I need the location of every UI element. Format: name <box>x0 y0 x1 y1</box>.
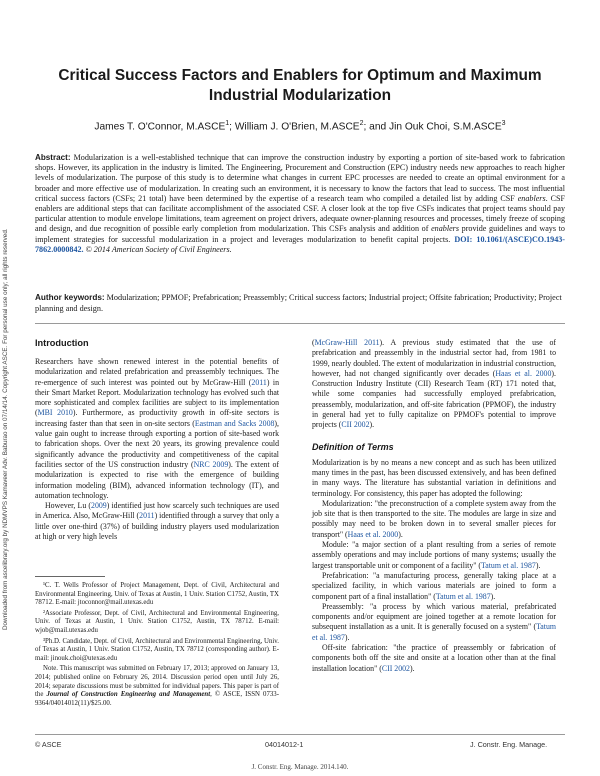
author-2-affiliation: 2 <box>359 120 364 127</box>
abstract <box>35 153 565 255</box>
def-offsite-fabrication <box>312 643 556 674</box>
right-paragraph-1: (McGraw-Hill 2011). A previous study estimated that the use of prefabrication and preassembly in the industrial sector had, from 1981 to 1999, nearly doubled. The extent of modularization in industrial construction, however, had not changed significantly over decades (Haas et al. 2000). Construction Industry Institute (CII) Research Team (RT) 171 noted that, while some companies had successfully employed prefabrication, preassembly, modularization, and off-site fabrication (PPMOF), the industry in general had yet to fully capitalize on PPMOF's potential to improve projects (CII 2002). <box>312 338 556 430</box>
abstract-text-2: . CSF enablers are additional steps that can facilitate accomplishment of the associated CSF. A closer look at the top five CSFs indicates that project teams should pay particular attention to module envelope limitations, team agreement on project drivers, adequate owner-planning resources and processes, timely freeze of scoping and design, and due recognition of possible early completion from modularization. This CSFs analysis and addition of <box>35 193 565 234</box>
author-3-affiliation: 3 <box>501 120 506 127</box>
ref-haas-2000[interactable]: Haas et al. 2000 <box>495 368 552 378</box>
footer-citation: J. Constr. Eng. Manage. 2014.140. <box>251 763 349 771</box>
ref-eastman-sacks-2008[interactable]: Eastman and Sacks 2008 <box>194 418 275 428</box>
ref-nrc-2009[interactable]: NRC 2009 <box>193 459 229 469</box>
footer-copyright: © ASCE <box>35 740 62 749</box>
ref-cii-2002[interactable]: CII 2002 <box>341 420 370 430</box>
right-p1-text-c: ). <box>369 420 375 430</box>
author-1: James T. O'Connor, M.ASCE <box>94 121 226 133</box>
footer-page-id: 04014012-1 <box>265 740 304 749</box>
abstract-text-3: provide guidelines and ways to implement strategies for successful modularization in a project and leverages modularization to benefit capital projects. <box>35 224 565 244</box>
abstract-enablers-term: enablers <box>517 193 546 203</box>
intro-paragraph-2 <box>35 501 279 542</box>
def-module <box>312 540 556 571</box>
download-side-note <box>2 160 16 630</box>
footnote-divider <box>35 576 105 577</box>
author-1-affiliation: 1 <box>225 120 230 127</box>
author-2: ; William J. O'Brien, M.ASCE <box>229 121 360 133</box>
def-preas-text: Preassembly: "a process by which various material, prefabricated components and/or equipment are joined together at a remote location for subsequent installation as a unit. It is generally focused on a system" ( <box>312 601 556 632</box>
footnote-1: ¹C. T. Wells Professor of Project Management, Dept. of Civil, Architectural and Environmental Engineering, Univ. of Texas at Austin, 1 Univ. Station C1752, Austin, TX 78712. E-mail: jtoconnor@mail.utexas.edu <box>35 582 279 607</box>
abstract-copyright: © 2014 American Society of Civil Engineers. <box>83 244 232 254</box>
footnotes <box>35 576 279 710</box>
side-note-text: Downloaded from ascelibrary.org by NDMVPS Kamaveer Adv. Baburao on 07/14/14. Copyright ASCE. For personal use only; all rights reserved. <box>2 228 9 630</box>
intro-p1-text-c: ). Furthermore, as productivity growth in off-site sectors is increasing faster than that seen in on-site sectors ( <box>35 408 279 428</box>
journal-name: Journal of Construction Engineering and Management <box>46 691 211 699</box>
def-preas-end: ). <box>344 632 350 642</box>
intro-p1-text-e: ). The extent of modularization is expected to rise with the emergence of building information modeling (BIM), advanced information technology (IT), and automation technology. <box>35 459 279 500</box>
right-p1-text-a: ). A previous study estimated that the use of prefabrication and preassembly in the industrial sector had, from 1981 to 1999, nearly doubled. The extent of modularization in industrial construction, however, had not changed significantly over decades ( <box>312 338 556 378</box>
ref-lu-2009[interactable]: 2009 <box>91 501 107 511</box>
def-module-end: ). <box>535 560 541 570</box>
def-module-text: Module: "a major section of a plant resulting from a series of remote assembly operations and may include portions of many systems; usually the largest transportable unit or component of a facility" ( <box>312 540 556 570</box>
def-offsite-text: Off-site fabrication: "the practice of preassembly or fabrication of components both off the site and onsite at a location other than at the final installation location" ( <box>312 643 556 673</box>
note-text-a: Note. This manuscript was submitted on February 17, 2013; approved on January 13, 2014; published online on February 26, 2014. Discussion period open until July 26, 2014; separate discussions must be submitted for individual papers. This paper is part of the <box>35 665 279 699</box>
abstract-enablers-term-2: enablers <box>431 224 459 234</box>
ref-mcgraw-hill-2011[interactable]: 2011 <box>251 377 267 387</box>
doi-link[interactable]: DOI: 10.1061/(ASCE)CO.1943-7862.0000842. <box>35 234 566 254</box>
abstract-label: Abstract: <box>35 153 71 162</box>
intro-p2-text-c: ) identified through a survey that only a little over one-third (37%) of building industry players used modularization at high or very high levels <box>35 511 279 542</box>
def-mod-end: ). <box>398 529 403 539</box>
submission-note <box>35 665 279 708</box>
ref-tatum-1987-b[interactable]: Tatum et al. 1987 <box>435 591 491 601</box>
right-column <box>312 338 556 674</box>
ref-haas-2000-b[interactable]: Haas et al. 2000 <box>347 529 399 539</box>
definition-intro: Modularization is by no means a new concept and as such has been utilized many times in the past, has been discussed extensively, and has been defined in many ways. The literature has substantial variation in definitions and terminology. For consistency, this paper has adopted the following: <box>312 457 556 498</box>
ref-mcgraw-hill-2011-b[interactable]: 2011 <box>139 511 155 521</box>
abstract-text: Modularization is a well-established technique that can improve the construction industry by exporting a portion of site-based work to fabrication shops. However, its application in the industry is limited. The Engineering, Procurement and Construction (EPC) industry needs new approaches to reach higher levels of modularization. The purpose of this study is to determine what changes in current EPC processes are needed to create an optimal environment for a broader and more effective use of modularization. In creating such an environment, it is necessary to know the factors that lead to success. The most influential critical success factors (CSFs; 21 total) have been determined by the expertise of a research team who compiled a detailed list by adding CSF <box>35 153 565 203</box>
def-mod-text: Modularization: "the preconstruction of a complete system away from the job site that is then transported to the site. The modules are large in size and possibly may need to be broken down in to several smaller pieces for transport" ( <box>312 498 556 539</box>
def-prefab-text: Prefabrication: "a manufacturing process, generally taking place at a specialized facility, in which various materials are joined to form a component part of a final installation" ( <box>312 570 556 601</box>
introduction-heading: Introduction <box>35 338 89 348</box>
author-list <box>40 120 560 132</box>
def-modularization <box>312 499 556 540</box>
def-offsite-end: ). <box>409 663 415 673</box>
intro-p2-text-a: However, Lu ( <box>45 501 92 511</box>
intro-p2-text-b: ) identified just how scarcely such techniques are used in America. Also, McGraw-Hill ( <box>35 501 279 521</box>
keywords-label: Author keywords: <box>35 293 105 302</box>
author-3: ; and Jin Ouk Choi, S.M.ASCE <box>363 121 502 133</box>
left-column <box>35 338 279 542</box>
intro-paragraph-1 <box>35 357 279 501</box>
header-divider <box>35 323 565 324</box>
ref-mbi-2010[interactable]: MBI 2010 <box>37 408 73 418</box>
footnote-2: ²Associate Professor, Dept. of Civil, Architectural and Environmental Engineering, Univ. of Texas at Austin, 1 Univ. Station C1752, Austin, TX 78712. E-mail: wjob@mail.utexas.edu <box>35 609 279 634</box>
intro-p1-text-b: ) in their Smart Market Report. Modularization technology has evolved such that more sophisticated and complex facilities are subject to its implementation ( <box>35 377 279 418</box>
def-prefabrication <box>312 571 556 602</box>
footnote-3: ³Ph.D. Candidate, Dept. of Civil, Architectural and Environmental Engineering, Univ. of Texas at Austin, 1 Univ. Station C1752, Austin, TX 78712 (corresponding author). E-mail: jinouk.choi@utexas.edu <box>35 637 279 662</box>
ref-tatum-1987[interactable]: Tatum et al. 1987 <box>481 560 536 570</box>
ref-cii-2002-b[interactable]: CII 2002 <box>381 663 410 673</box>
paper-title: Critical Success Factors and Enablers for Optimum and Maximum Industrial Modularization <box>58 67 542 104</box>
note-text-b: , © ASCE, ISSN 0733-9364/04014012(11)/$25.00. <box>35 691 279 707</box>
footer-journal: J. Constr. Eng. Manage. <box>470 740 548 749</box>
def-prefab-end: ). <box>490 591 496 601</box>
right-p1-text-b: ). Construction Industry Institute (CII) Research Team (RT) 171 noted that, while some companies had successfully employed prefabrication, preassembly, modularization, and off-site fabrication (PPMOF), the industry in general had yet to fully capitalize on PPMOF's potential to improve projects ( <box>312 368 556 430</box>
footer-divider <box>35 734 565 735</box>
ref-mcgraw-hill-2011-c[interactable]: McGraw-Hill 2011 <box>314 338 380 347</box>
definition-heading: Definition of Terms <box>312 441 394 452</box>
intro-p1-text-d: ), value gain ought to increase through exporting a portion of site-based work to fabrication shops. Over the next 20 years, its growing prevalence could significantly advance the productivity and competitiveness of the capital facilities sector of the US construction industry ( <box>35 418 279 469</box>
author-keywords <box>35 293 565 314</box>
def-preassembly <box>312 602 556 643</box>
intro-p1-text-a: Researchers have shown renewed interest in the potential benefits of modularization and related prefabrication and preassembly techniques. The re-emergence of such interest was pointed out by McGraw-Hill ( <box>35 357 279 387</box>
ref-tatum-1987-c[interactable]: Tatum et al. 1987 <box>312 622 556 642</box>
keywords-text: Modularization; PPMOF; Prefabrication; Preassembly; Critical success factors; Industrial project; Offsite fabrication; Productivity; Project planning and design. <box>35 293 562 313</box>
